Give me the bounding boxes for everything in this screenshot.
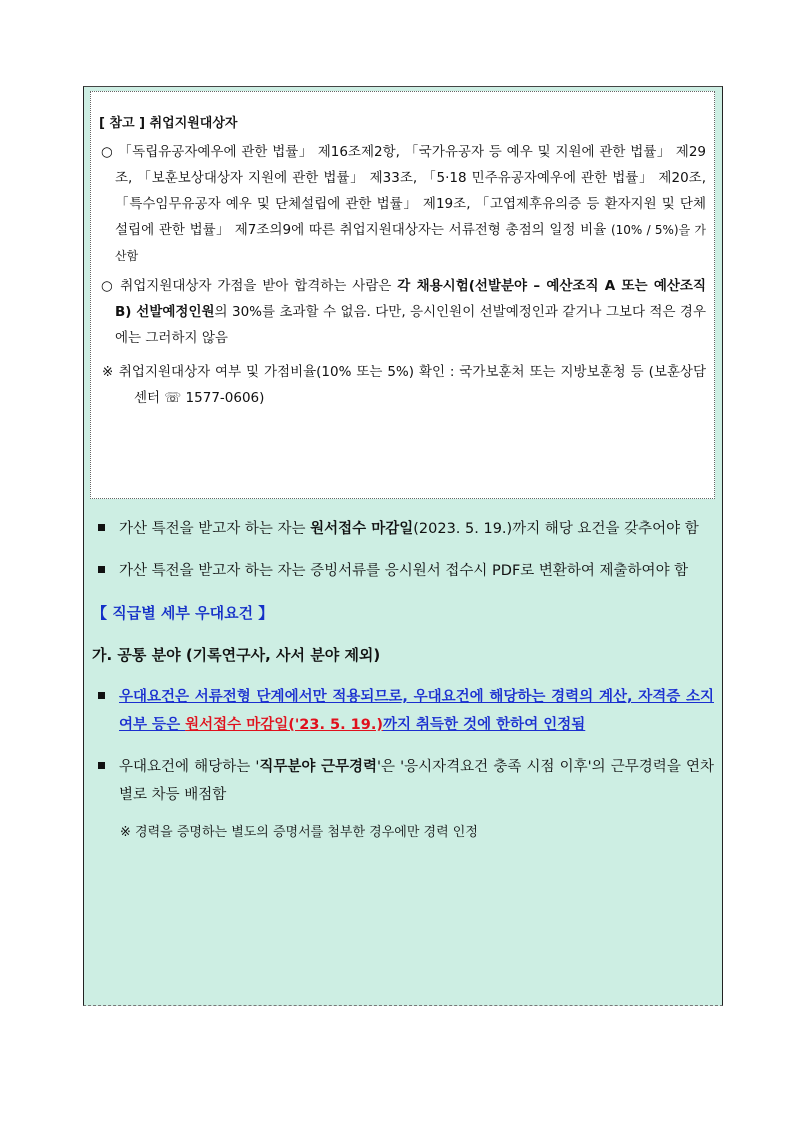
reference-item-2 [99, 273, 706, 351]
note-marker: ※ [102, 364, 114, 380]
reference-note-text: 취업지원대상자 여부 및 가점비율(10% 또는 5%) 확인 : 국가보훈처 또는 지방보훈청 등 (보훈상담센터 ☏ 1577-0606) [118, 364, 707, 406]
reference-title: [ 참고 ] 취업지원대상자 [99, 116, 238, 131]
bullet-deadline-post: (2023. 5. 19.)까지 해당 요건을 갖추어야 함 [413, 521, 699, 537]
reference-note [99, 359, 706, 411]
reference-item-1 [99, 139, 706, 269]
bullet-pdf-text: 가산 특전을 받고자 하는 자는 증빙서류를 응시원서 접수시 PDF로 변환하여 제출하여야 함 [119, 563, 689, 579]
reference-item-2-bold: 각 채용시험(선발분야 – 예산조직 A 또는 예산조직 B) 선발예정인원 [115, 278, 706, 320]
subsection-title: 가. 공통 분야 (기록연구사, 사서 분야 제외) [92, 646, 381, 664]
reference-box [90, 91, 715, 499]
bullet-deadline-bold: 원서접수 마감일 [310, 521, 414, 537]
bullet-pdf [92, 557, 714, 585]
reference-item-2-pre: 취업지원대상자 가점을 받아 합격하는 사람은 [120, 278, 398, 294]
bullet-preference [92, 683, 714, 739]
circle-marker: ○ [101, 144, 114, 160]
main-content [92, 515, 714, 847]
section-title: 【 직급별 세부 우대요건 】 [92, 604, 274, 622]
career-bold: 직무분야 근무경력 [259, 759, 377, 775]
square-bullet-icon [98, 524, 105, 531]
preference-blue-1: 우대요건은 서류전형 단계에서만 적용되므로, 우대요건에 해당하는 경력의 계산, 자격증 소지여부 등은 [119, 689, 714, 733]
reference-item-1-suffix: (10% / 5%)을 가산함 [115, 223, 706, 263]
square-bullet-icon [98, 762, 105, 769]
career-post: '은 '응시자격요건 충족 시점 이후'의 근무경력을 연차별로 차등 배점함 [119, 759, 714, 803]
square-bullet-icon [98, 692, 105, 699]
preference-blue-2: 까지 취득한 것에 한하여 인정됨 [382, 717, 586, 733]
bullet-deadline [92, 515, 714, 543]
preference-red: 원서접수 마감일('23. 5. 19.) [185, 717, 383, 733]
reference-item-1-text: 「독립유공자예우에 관한 법률」 제16조제2항, 「국가유공자 등 예우 및 지원에 관한 법률」 제29조, 「보훈보상대상자 지원에 관한 법률」 제33조, 「5·18 민주유공자예우에 관한 법률」 제20조, 「특수임무유공자 예우 및 단체설립에 관한 법률」 제19조, 「고엽제후유의증 등 환자지원 및 단체설립에 관한 법률」 제7조의9에 따른 취업지원대상자는 서류전형 총점의 일정 비율 [115, 144, 706, 238]
square-bullet-icon [98, 566, 105, 573]
career-note: ※ 경력을 증명하는 별도의 증명서를 첨부한 경우에만 경력 인정 [120, 825, 478, 840]
document-panel [83, 86, 723, 1006]
bullet-career [92, 753, 714, 809]
circle-marker: ○ [101, 278, 115, 294]
reference-item-2-post: 의 30%를 초과할 수 없음. 다만, 응시인원이 선발예정인과 같거나 그보다 적은 경우에는 그러하지 않음 [115, 304, 707, 346]
bullet-deadline-pre: 가산 특전을 받고자 하는 자는 [119, 521, 311, 537]
career-pre: 우대요건에 해당하는 ' [119, 759, 260, 775]
